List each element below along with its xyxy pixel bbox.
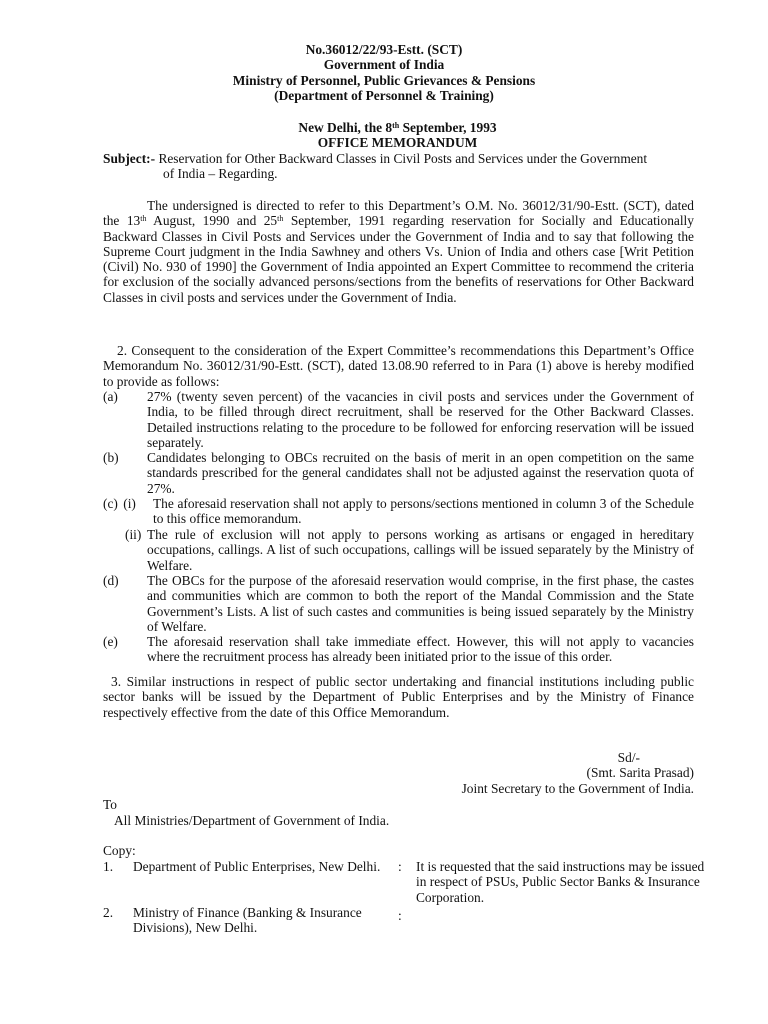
signature-block xyxy=(440,750,694,796)
copy-item-recipient: Ministry of Finance (Banking & Insurance Divisions), New Delhi. xyxy=(133,905,362,936)
clause-e-text: The aforesaid reservation shall take immediate effect. However, this will not apply to vacancies where the recruitment process has already been initiated prior to the issue of this order. xyxy=(147,634,694,665)
clause-a-marker: (a) xyxy=(103,389,118,404)
memo-date: New Delhi, the 8th September, 1993 xyxy=(298,120,497,135)
copy-item-remark: It is requested that the said instructions may be issued in respect of PSUs, Public Sector Banks & Insurance Corporation. xyxy=(416,859,705,905)
memo-number: No.36012/22/93-Estt. (SCT) xyxy=(305,42,463,57)
copy-item-colon: : xyxy=(398,908,402,923)
clause-b xyxy=(103,450,694,496)
department-name: (Department of Personnel & Training) xyxy=(274,87,494,103)
copy-item-number: 1. xyxy=(103,859,114,874)
clause-a-text: 27% (twenty seven percent) of the vacancies in civil posts and services under the Government of India, to be filled through direct recruitment, shall be reserved for the Other Backward Classes. Detailed instructions relating to the procedure to be followed for enforcing reservation will be issued separately. xyxy=(147,389,694,450)
clause-b-marker: (b) xyxy=(103,450,119,465)
copy-item-colon: : xyxy=(398,859,402,874)
clause-c-i-text: The aforesaid reservation shall not apply to persons/sections mentioned in column 3 of the Schedule to this office memorandum. xyxy=(153,496,694,527)
copy-item-number: 2. xyxy=(103,905,114,920)
clause-c-ii xyxy=(103,527,694,573)
document-type: OFFICE MEMORANDUM xyxy=(317,135,478,151)
clause-e xyxy=(103,634,694,665)
signatory-name: (Smt. Sarita Prasad) xyxy=(586,765,694,781)
clause-b-text: Candidates belonging to OBCs recruited on the basis of merit in an open competition on the same standards prescribed for the general candidates shall not be adjusted against the reservation quota of 27%. xyxy=(147,450,694,496)
clause-c-i-marker: (i) xyxy=(123,496,136,511)
clause-d-marker: (d) xyxy=(103,573,119,588)
paragraph-1: The undersigned is directed to refer to this Department’s O.M. No. 36012/31/90-Estt. (SCT), dated the 13th August, 1990 and 25th September, 1991 regarding reservation for Socially and Educationally Backward Classes in Civil Posts and Services under the Government of India and to say that following the Supreme Court judgment in the India Sawhney and others Vs. Union of India and others case [Writ Petition (Civil) No. 930 of 1990] the Government of India appointed an Expert Committee to recommend the criteria for exclusion of the socially advanced persons/sections from the benefits of reservations for Other Backward Classes in civil posts and services under the Government of India. xyxy=(103,198,694,305)
clause-d xyxy=(103,573,694,634)
subject-label: Subject:- xyxy=(103,151,156,166)
dateline xyxy=(0,120,768,151)
clause-e-marker: (e) xyxy=(103,634,118,649)
signature-sd: Sd/- xyxy=(617,750,640,765)
copy-item-recipient: Department of Public Enterprises, New Delhi. xyxy=(133,859,381,874)
paragraph-3: 3. Similar instructions in respect of public sector undertaking and financial institutions including public sector banks will be issued by the Department of Public Enterprises and by the Ministry of Finance respectively effective from the date of this Office Memorandum. xyxy=(103,674,694,720)
paragraph-2-intro: 2. Consequent to the consideration of the Expert Committee’s recommendations this Department’s Office Memorandum No. 36012/31/90-Estt. (SCT), dated 13.08.90 referred to in Para (1) above is hereby modified to provide as follows: xyxy=(103,343,694,389)
signatory-title: Joint Secretary to the Government of India. xyxy=(461,780,694,796)
clause-c-ii-text: The rule of exclusion will not apply to persons working as artisans or engaged in hereditary occupations, callings. A list of such occupations, callings will be issued separately by the Ministry of Welfare. xyxy=(147,527,694,573)
document-header xyxy=(0,42,768,103)
government-name: Government of India xyxy=(323,57,445,73)
ministry-name: Ministry of Personnel, Public Grievances & Pensions xyxy=(232,72,536,88)
subject-line-2: of India – Regarding. xyxy=(163,166,278,182)
addressee-label: To xyxy=(103,797,117,812)
clause-a xyxy=(103,389,694,450)
subject-block xyxy=(103,151,703,182)
clause-c-ii-marker: (ii) xyxy=(125,527,142,542)
subject-line-1: Reservation for Other Backward Classes in Civil Posts and Services under the Government xyxy=(158,151,648,166)
copy-label: Copy: xyxy=(103,843,136,858)
clause-c-i xyxy=(103,496,694,527)
clause-c-marker: (c) xyxy=(103,496,118,511)
addressee-recipients: All Ministries/Department of Government of India. xyxy=(114,813,390,828)
clause-d-text: The OBCs for the purpose of the aforesaid reservation would comprise, in the first phase, the castes and communities which are common to both the report of the Mandal Commission and the State Government’s Lists. A list of such castes and communities is being issued separately by the Ministry of Welfare. xyxy=(147,573,694,634)
